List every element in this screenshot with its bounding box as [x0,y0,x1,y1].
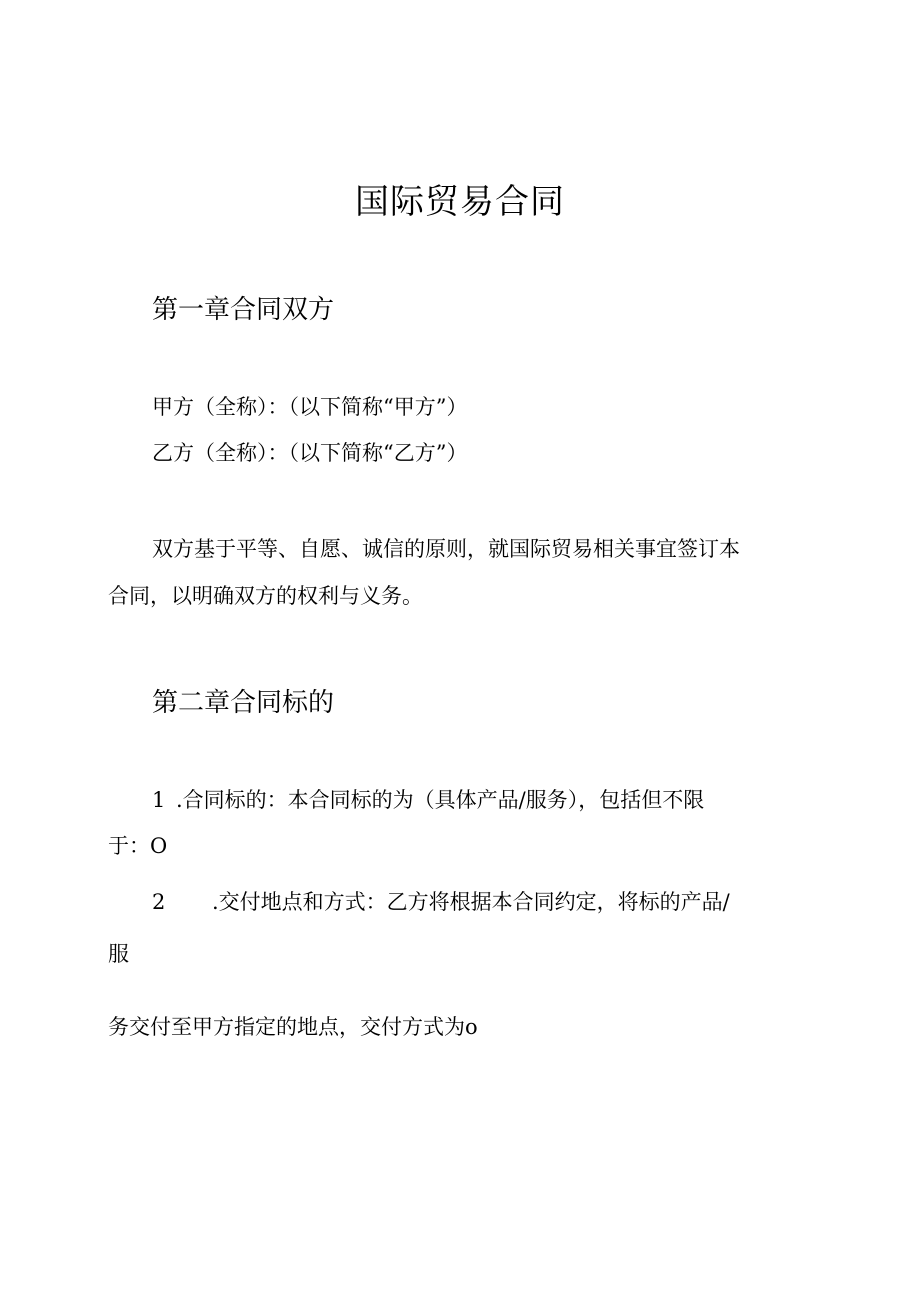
party-b-line: 乙方（全称）：（以下简称“乙方”） [152,441,468,465]
intro-paragraph-line-2: 合同，以明确双方的权利与义务。 [108,584,423,608]
item-1-text: .合同标的：本合同标的为（具体产品/服务），包括但不限 [176,788,705,812]
item-2-text: .交付地点和方式：乙方将根据本合同约定，将标的产品/ [212,890,730,914]
item-1-line-1 [152,784,704,816]
chapter-1-heading: 第一章合同双方 [152,295,335,325]
item-2-line-3: 务交付至甲方指定的地点，交付方式为o [108,1015,478,1039]
item-1-line-2: 于：O [108,834,168,858]
chapter-2-heading: 第二章合同标的 [152,688,335,718]
item-1-number: 1 [152,788,166,812]
item-2-line-2: 服 [108,942,129,966]
item-2-line-1 [152,886,730,918]
party-a-line: 甲方（全称）：（以下简称“甲方”） [152,395,468,419]
document-title: 国际贸易合同 [355,182,565,222]
item-2-number: 2 [152,890,166,914]
intro-paragraph-line-1: 双方基于平等、自愿、诚信的原则，就国际贸易相关事宜签订本 [152,537,740,561]
